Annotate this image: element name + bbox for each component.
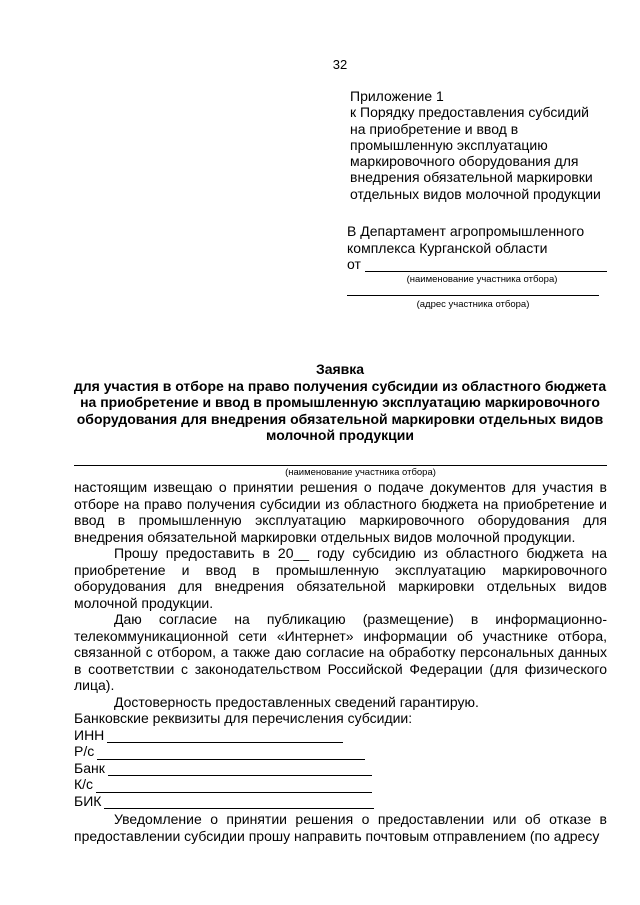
appendix-header: [350, 88, 630, 202]
from-underline[interactable]: [365, 271, 607, 272]
title-line: на приобретение и ввод в промышленную эксплуатацию маркировочного: [80, 394, 600, 410]
bank-field[interactable]: [74, 760, 607, 777]
inn-label: ИНН: [74, 726, 105, 743]
paragraph-notice: настоящим извещаю о принятии решения о подаче документов для участия в отборе на право получения субсидии из областного бюджета на приобретение и ввод в промышленную эксплуатацию маркировочного оборудования для внедрения обязательной маркировки отдельных видов молочной продукции.: [74, 479, 607, 545]
paragraph-notification: Уведомление о принятии решения о предоставлении или об отказе в предоставлении субсидии прошу направить почтовым отправлением (по адресу: [74, 811, 607, 844]
addressee-line: комплекса Курганской области: [347, 239, 548, 256]
paragraph-consent: Даю согласие на публикацию (размещение) в информационно-телекоммуникационной сети «Интернет» информации об участнике отбора, связанной с отбором, а также даю согласие на обработку персональных данных в соответствии с законодательством Российской Федерации (для физического лица).: [74, 611, 607, 693]
title-line: Заявка: [315, 361, 365, 377]
rs-label: Р/с: [74, 743, 95, 759]
appendix-line: на приобретение и ввод в: [350, 120, 519, 137]
appendix-line: внедрения обязательной маркировки: [350, 169, 593, 186]
paragraph-request: Прошу предоставить в 20__ году субсидию из областного бюджета на приобретение и ввод в промышленную эксплуатацию маркировочного оборудования для внедрения обязательной маркировки отдельных видов молочной продукции.: [74, 545, 607, 611]
from-label: от: [347, 256, 361, 272]
rs-field[interactable]: [74, 743, 607, 760]
rs-underline[interactable]: [97, 747, 365, 760]
appendix-line: к Порядку предоставления субсидий: [350, 104, 589, 121]
appendix-line: отдельных видов молочной продукции: [350, 185, 601, 202]
appendix-line: промышленную эксплуатацию: [350, 136, 548, 153]
inn-field[interactable]: [74, 727, 607, 744]
participant-underline[interactable]: [74, 465, 607, 466]
address-caption: (адрес участника отбора): [416, 299, 530, 310]
application-title: [60, 361, 620, 444]
bank-underline[interactable]: [108, 763, 372, 776]
address-underline[interactable]: [347, 295, 599, 296]
participant-name-caption: (наименование участника отбора): [406, 274, 558, 285]
title-line: для участия в отборе на право получения субсидии из областного бюджета: [73, 377, 607, 394]
title-line: оборудования для внедрения обязательной маркировки отдельных видов: [76, 410, 604, 427]
ks-underline[interactable]: [96, 780, 372, 793]
participant-caption: (наименование участника отбора): [285, 467, 436, 478]
bank-label: Банк: [74, 759, 105, 776]
paragraph-guarantee: Достоверность предоставленных сведений гарантирую.: [114, 693, 479, 710]
appendix-line: маркировочного оборудования для: [350, 153, 579, 170]
addressee-block: [347, 223, 627, 256]
addressee-line: В Департамент агропромышленного: [347, 223, 585, 239]
from-field[interactable]: [347, 256, 607, 272]
title-line: молочной продукции: [266, 427, 414, 443]
bik-label: БИК: [74, 792, 102, 809]
application-body: [74, 479, 607, 844]
appendix-line: Приложение 1: [350, 88, 444, 104]
ks-label: К/с: [74, 776, 94, 792]
paragraph-bank-details: Банковские реквизиты для перечисления субсидии:: [74, 710, 413, 726]
page-number: 32: [332, 57, 348, 72]
ks-field[interactable]: [74, 776, 607, 793]
bik-underline[interactable]: [104, 796, 374, 809]
inn-underline[interactable]: [107, 730, 343, 743]
bik-field[interactable]: [74, 793, 607, 810]
